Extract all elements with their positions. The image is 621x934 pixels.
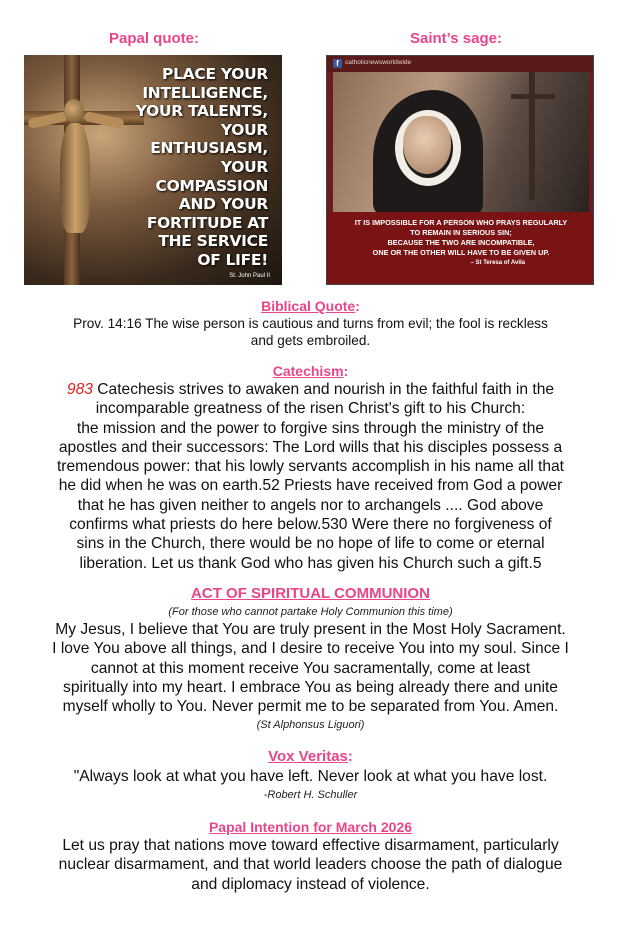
biblical-heading: Biblical Quote — [261, 298, 356, 314]
saint-quote-caption: IT IS IMPOSSIBLE FOR A PERSON WHO PRAYS REGULARLY TO REMAIN IN SERIOUS SIN; BECAUSE THE TWO ARE INCOMPATIBLE, ONE OR THE OTHER WILL HAVE TO BE GIVEN UP. – St Teresa of Avila — [327, 212, 594, 285]
facebook-icon: f — [333, 59, 342, 68]
source-handle: catholicnewsworldwide — [345, 59, 412, 66]
catechism-heading: Catechism — [272, 363, 344, 379]
catechism-number: 983 — [66, 381, 93, 398]
catechism-section: Catechism: 983 Catechesis strives to awaken and nourish in the faithful faith in the incomparable greatness of the risen Christ's gift to his Church: the mission and the power to forgive sins through the ministry of the apostles and their successors: The Lord wills that his disciples possess a tremendous power: that his lowly servants accomplish in his name all that he did when he was on earth.52 Priests have received from God a power that he has given neither to angels nor to archangels .... God above confirms what priests do here below.530 Were there no forgiveness of sins in the Church, there would be no hope of life to come or eternal liberation. Let us thank God who has given his Church such a gift.5 — [20, 362, 601, 573]
vox-heading: Vox Veritas — [268, 748, 348, 765]
papal-quote-image — [24, 55, 282, 285]
biblical-text: Prov. 14:16 The wise person is cautious and turns from evil; the fool is reckless and gets embroiled. — [73, 316, 548, 348]
crucifix-icon — [529, 70, 535, 200]
vox-attribution: -Robert H. Schuller — [263, 789, 358, 802]
communion-attribution: (St Alphonsus Liguori) — [256, 719, 365, 732]
intention-section — [20, 818, 601, 894]
intention-text: Let us pray that nations move toward effective disarmament, particularly nuclear disarmament, and that world leaders choose the path of dialogue and diplomacy instead of violence. — [58, 837, 563, 893]
communion-section — [20, 584, 601, 734]
communion-prayer: My Jesus, I believe that You are truly present in the Most Holy Sacrament. I love You above all things, and I desire to receive You into my soul. Since I cannot at this moment receive You sacramentally, come at least spiritually into my heart. I embrace You as being already there and unite myself wholly to You. Never permit me to be separated from You. Amen. — [52, 621, 569, 716]
papal-quote-text: PLACE YOUR INTELLIGENCE, YOUR TALENTS, YOUR ENTHUSIASM, YOUR COMPASSION AND YOUR FORTITUDE AT THE SERVICE OF LIFE! — [135, 65, 268, 269]
vox-section: Vox Veritas: "Always look at what you have left. Never look at what you have lost. -Robert H. Schuller — [20, 747, 601, 804]
saints-sage-image — [326, 55, 594, 285]
saint-portrait — [333, 70, 589, 216]
source-banner — [327, 56, 594, 72]
papal-quote-attribution: St. John Paul II — [229, 273, 270, 279]
catechism-text: 983 Catechesis strives to awaken and nourish in the faithful faith in the incomparable greatness of the risen Christ's gift to his Church: the mission and the power to forgive sins through the ministry of the apostles and their successors: The Lord wills that his disciples possess a tremendous power: that his lowly servants accomplish in his name all that he did when he was on earth.52 Priests have received from God a power that he has given neither to angels nor to archangels .... God above confirms what priests do here below.530 Were there no forgiveness of sins in the Church, there would be no hope of life to come or eternal liberation. Let us thank God who has given his Church such a gift.5 — [56, 381, 565, 572]
biblical-section: Biblical Quote: Prov. 14:16 The wise person is cautious and turns from evil; the fool is reckless and gets embroiled. — [20, 297, 601, 349]
corpus-figure — [60, 123, 90, 233]
intention-heading: Papal Intention for March 2026 — [208, 819, 413, 835]
communion-heading: ACT OF SPIRITUAL COMMUNION — [191, 585, 430, 602]
papal-quote-label: Papal quote: — [108, 30, 199, 47]
communion-note: (For those who cannot partake Holy Communion this time) — [168, 606, 453, 618]
saint-quote-attribution: – St Teresa of Avila — [470, 260, 525, 266]
vox-quote: "Always look at what you have left. Never look at what you have lost. — [73, 768, 548, 785]
saints-sage-label: Saint’s sage: — [410, 30, 502, 47]
